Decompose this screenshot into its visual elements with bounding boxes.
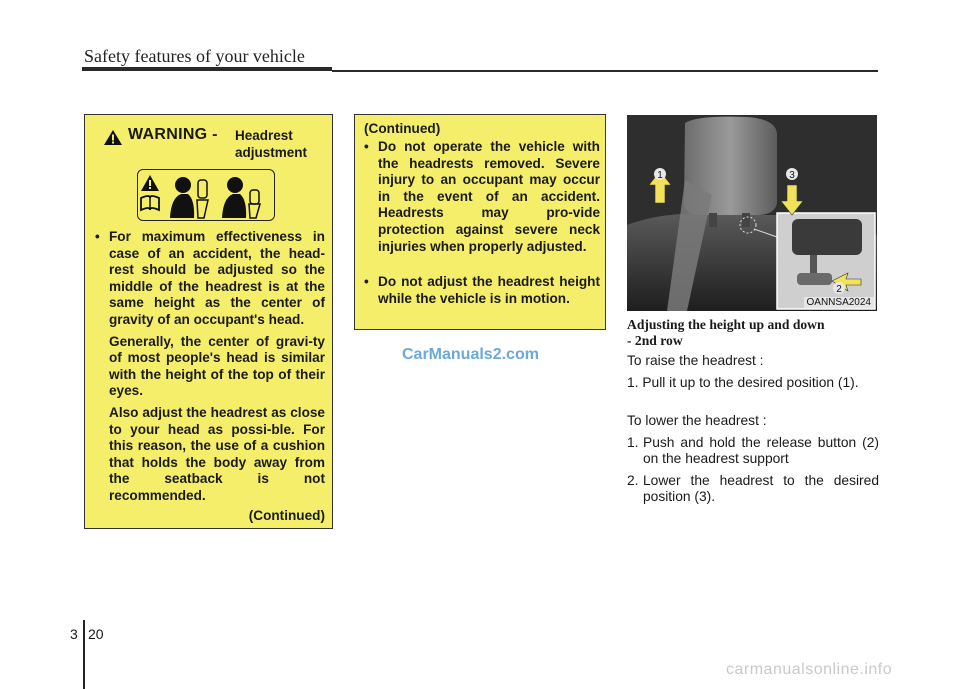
section-heading (627, 317, 825, 348)
lower-intro: To lower the headrest : (627, 413, 767, 428)
header-rule-thin (332, 70, 878, 72)
warning-paragraph-2: Generally, the center of gravi-ty of most people's head is similar with the height of the top of their eyes. (109, 333, 325, 399)
warning-paragraph-1: For maximum effectiveness in case of an accident, the head-rest should be adjusted so the middle of the headrest is at the same height as the center of gravity of an occupant's head. (109, 229, 325, 327)
lower-step-2-text: Lower the headrest to the desired position (3). (643, 473, 879, 504)
page-number: 20 (88, 626, 104, 642)
headrest-wrong-icon (222, 177, 260, 218)
lower-step-2 (627, 473, 879, 505)
svg-text:1: 1 (657, 170, 663, 181)
bullet-symbol: • (364, 274, 369, 289)
svg-text:2: 2 (836, 284, 842, 295)
continued-header: (Continued) (364, 121, 441, 136)
lower-step-1-num: 1. (627, 435, 639, 450)
manual-book-icon (141, 196, 159, 210)
photo-code: OANNSA2024 (804, 297, 874, 308)
warning-box (84, 114, 333, 529)
warning-subtitle-1: Headrest (235, 128, 293, 143)
footer-divider (83, 620, 85, 689)
warning-triangle-icon (103, 129, 123, 146)
page-header-title: Safety features of your vehicle (84, 46, 305, 66)
warning-word: WARNING - (128, 126, 218, 143)
bullet-symbol: • (95, 229, 100, 244)
headrest-correct-icon (170, 177, 208, 218)
warning-subtitle-2: adjustment (235, 145, 308, 160)
lower-step-2-num: 2. (627, 473, 639, 488)
continued-item-1: Do not operate the vehicle with the headrests removed. Severe injury to an occupant may occur in the event of an accident. Headrests may pro-vide protection against severe neck injuries when properly adjusted. (378, 139, 600, 254)
warning-continued: (Continued) (248, 507, 325, 523)
raise-step-1: 1. Pull it up to the desired position (1). (627, 375, 859, 390)
warning-paragraph-3: Also adjust the headrest as close to your head as possi-ble. For this reason, the use of a cushion that holds the body away from the seatback is not recommended. (109, 404, 325, 503)
lower-step-1-text: Push and hold the release button (2) on the headrest support (643, 435, 879, 466)
chapter-number: 3 (70, 626, 78, 642)
continued-bullet-1 (364, 139, 600, 255)
headrest-photo (627, 115, 877, 311)
section-heading-line-2: - 2nd row (627, 332, 683, 348)
raise-intro: To raise the headrest : (627, 353, 764, 368)
continued-bullet-2 (364, 274, 600, 307)
lower-step-1 (627, 435, 879, 467)
continued-item-2: Do not adjust the headrest height while the vehicle is in motion. (378, 274, 600, 306)
warning-pictogram (137, 169, 275, 221)
warning-triangle-icon (141, 175, 159, 191)
continued-warning-box (354, 114, 606, 330)
watermark-link[interactable]: CarManuals2.com (402, 346, 539, 363)
bullet-symbol: • (364, 139, 369, 154)
site-watermark: carmanualsonline.info (726, 661, 893, 678)
warning-bullet (95, 229, 325, 524)
svg-text:3: 3 (789, 170, 795, 181)
section-heading-line-1: Adjusting the height up and down (627, 317, 825, 332)
header-rule-thick (82, 67, 332, 71)
